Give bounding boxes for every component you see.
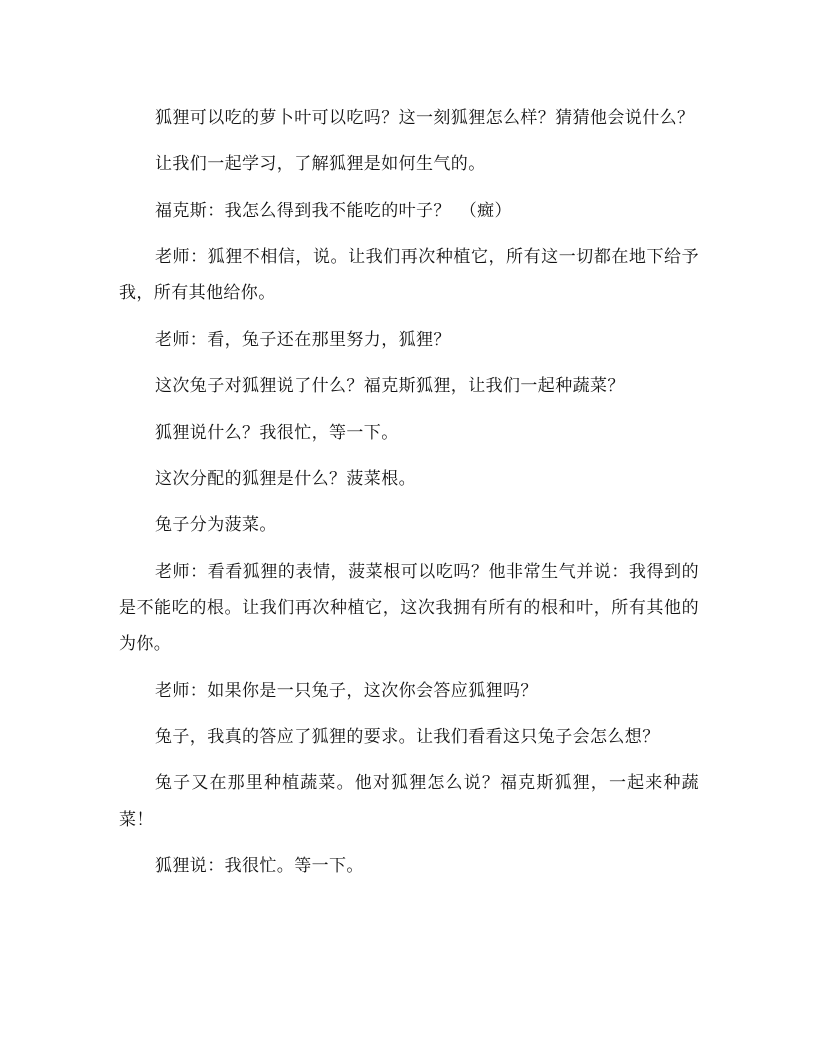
- paragraph: 老师：看，兔子还在那里努力，狐狸？: [155, 329, 451, 350]
- paragraph: 狐狸说：我很忙。等一下。: [155, 855, 364, 876]
- paragraph: 福克斯：我怎么得到我不能吃的叶子？ （癍）: [155, 200, 512, 221]
- paragraph: 这次兔子对狐狸说了什么？福克斯狐狸，让我们一起种蔬菜？: [155, 376, 625, 397]
- paragraph: 让我们一起学习，了解狐狸是如何生气的。: [155, 154, 486, 175]
- paragraph: 老师：狐狸不相信，说。让我们再次种植它，所有这一切都在地下给予我，所有其他给你。: [119, 247, 699, 304]
- paragraph: 兔子又在那里种植蔬菜。他对狐狸怎么说？福克斯狐狸，一起来种蔬菜！: [119, 773, 699, 830]
- paragraph: 狐狸可以吃的萝卜叶可以吃吗？这一刻狐狸怎么样？猜猜他会说什么？: [155, 108, 695, 128]
- paragraph: 老师：如果你是一只兔子，这次你会答应狐狸吗？: [155, 680, 538, 701]
- paragraph: 狐狸说什么？我很忙，等一下。: [155, 422, 399, 443]
- paragraph: 老师：看看狐狸的表情，菠菜根可以吃吗？他非常生气并说：我得到的是不能吃的根。让我们再次种植它，这次我拥有所有的根和叶，所有其他的为你。: [119, 561, 699, 655]
- paragraph: 兔子分为菠菜。: [155, 515, 277, 536]
- paragraph: 这次分配的狐狸是什么？菠菜根。: [155, 468, 416, 489]
- document-body: [119, 100, 699, 894]
- paragraph: 兔子，我真的答应了狐狸的要求。让我们看看这只兔子会怎么想？: [155, 726, 660, 747]
